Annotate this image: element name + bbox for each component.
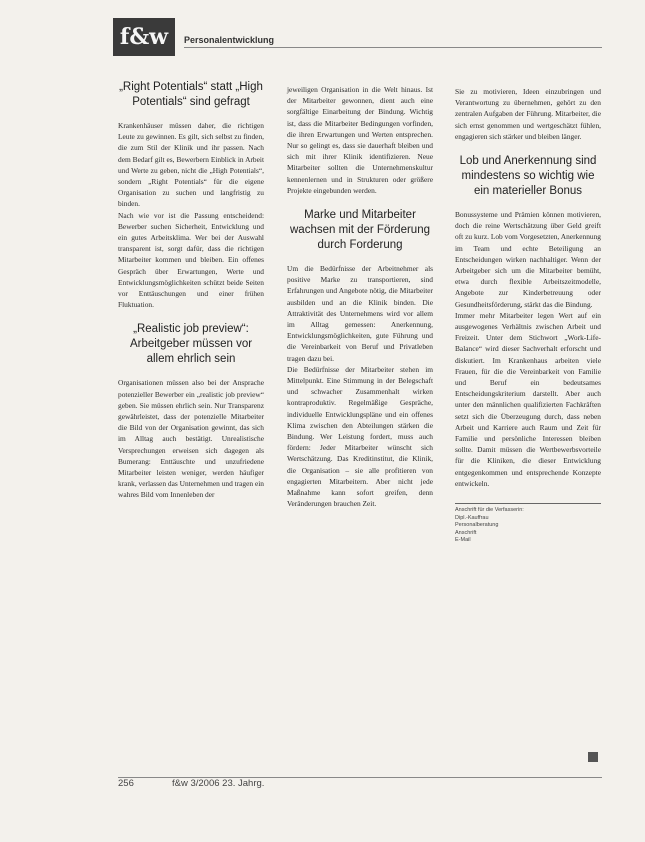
paragraph: Die Bedürfnisse der Mitarbeiter stehen im Mittelpunkt. Eine Stimmung in der Belegschaft und schwacher Zusammenhalt wirken kontraproduktiv. Regelmäßige Gespräche, individuelle Entwicklungspläne und ein offenes Klima zwischen den Abteilungen stärken die Bindung. Wer Leistung fordert, muss auch fördern: Jeder Mitarbeiter wünscht sich Wertschätzung. Das Kreditinstitut, die Klinik, die Organisation – sie alle profitieren von engagierten Mitarbeitern. Aber nicht jede Maßnahme kann sofort greifen, denn Veränderungen brauchen Zeit. <box>287 364 433 509</box>
contact-line: E-Mail <box>455 537 471 544</box>
paragraph: Sie zu motivieren, Ideen einzubringen und Verantwortung zu übernehmen, gehört zu den zentralen Aufgaben der Führung. Mitarbeiter, die sich ernst genommen und wertgeschätzt fühlen, engagieren sich stärker und bleiben länger. <box>455 87 601 141</box>
heading-right-potentials: „Right Potentials“ statt „High Potentials“ sind gefragt <box>119 81 263 108</box>
heading-realistic-job-preview: „Realistic job preview“: Arbeitgeber müssen vor allem ehrlich sein <box>129 323 253 366</box>
section-label: Personalentwicklung <box>184 35 275 45</box>
paragraph: jeweiligen Organisation in die Welt hinaus. Ist der Mitarbeiter gewonnen, dient auch eine sorgfältige Einarbeitung der Bindung. Wichtig ist, dass die Mitarbeiter Bedingungen vorfinden, die ihren Erwartungen und Werten entsprechen. Nur so gelingt es, dass sie dauerhaft bleiben und sich mit ihrer Klinik identifizieren. Neue Mitarbeiter sollten die Unternehmenskultur kennenlernen und in Strukturen oder größere Projekte eingebunden werden. <box>287 85 433 195</box>
heading-marke-und-mitarbeiter: Marke und Mitarbeiter wachsen mit der Förderung durch Forderung <box>290 209 430 252</box>
contact-title: Anschrift für die Verfasserin: <box>455 507 524 514</box>
page-number: 256 <box>118 778 134 789</box>
column-1 <box>118 80 264 501</box>
contact-line: Personalberatung <box>455 522 499 529</box>
end-mark-square <box>588 752 598 762</box>
heading-lob-und-anerkennung: Lob und Anerkennung sind mindestens so wichtig wie ein materieller Bonus <box>459 155 597 198</box>
contact-line: Anschrift <box>455 529 477 536</box>
paragraph: Bonussysteme und Prämien können motivieren, doch die reine Wertschätzung über Geld greift oft zu kurz. Lob vom Vorgesetzten, Anerkennung im Team und echte Beteiligung an Entscheidungen wirken nachhaltiger. Wenn der Arbeitgeber sich um die Mitarbeiter bemüht, etwa durch flexible Arbeitszeitmodelle, Angebote zur Kinderbetreuung oder Gesundheitsförderung, stärkt das die Bindung. <box>455 210 601 309</box>
journal-logo: f&w <box>113 18 175 56</box>
paragraph: Nach wie vor ist die Passung entscheidend: Bewerber suchen Sicherheit, Entwicklung und ein gutes Arbeitsklima. Wer bei der Auswahl transparent ist, sorgt dafür, dass die richtigen Mitarbeiter kommen und bleiben. Ein offenes Gespräch über Erwartungen, Werte und Entwicklungsmöglichkeiten schützt beide Seiten vor Enttäuschungen und einer frühen Fluktuation. <box>118 210 264 310</box>
column-2 <box>287 84 433 510</box>
paragraph: Organisationen müssen also bei der Ansprache potenzieller Bewerber ein „realistic job preview“ geben. Sie müssen ehrlich sein. Nur Transparenz gewährleistet, dass der potenzielle Mitarbeiter die Bild von der Organisation gewinnt, das sich im Alltag auch bestätigt. Unrealistische Versprechungen erweisen sich dagegen als Bumerang: Enttäuschte und unzufriedene Mitarbeiter leisten weniger, werden häufiger krank, verlassen das Unternehmen und tragen ein wahres Bild vom Innenleben der <box>118 378 264 500</box>
paragraph: Krankenhäuser müssen daher, die richtigen Leute zu gewinnen. Es gilt, sich selbst zu finden, die zum Stil der Klinik und ihr passen. Nach dem Bedarf gilt es, Bewerbern Einblick in Arbeit und Werte zu geben, nicht die „High Potentials“, sondern „Right Potentials“ für die eigene Organisation zu suchen und langfristig zu binden. <box>118 121 264 209</box>
paragraph: Um die Bedürfnisse der Arbeitnehmer als positive Marke zu transportieren, sind Erfahrungen und Angebote nötig, die Mitarbeiter ausbilden und an die Klinik binden. Die Attraktivität des Unternehmens wird vor allem im Alltag gemessen: Anerkennung, Entwicklungsmöglichkeiten, gute Führung und die Vereinbarkeit von Beruf und Privatleben tragen dazu bei. <box>287 264 433 363</box>
paragraph: Immer mehr Mitarbeiter legen Wert auf ein ausgewogenes Verhältnis zwischen Arbeit und Freizeit. Unter dem Stichwort „Work-Life-Balance“ wird dieser Sachverhalt erforscht und diskutiert. Im Krankenhaus arbeiten viele Frauen, für die die Vereinbarkeit von Familie und Beruf ein bedeutsames Entscheidungskriterium darstellt. Aber auch unter den männlichen qualifizierten Fachkräften setzt sich die Überzeugung durch, dass neben Arbeit und Karriere auch Raum und Zeit für Familie und persönliche Interessen bleiben sollte. Damit müssen die Wertbewerbsvorteile für die Kliniken, die dieser Entwicklung entgegenkommen und entsprechende Konzepte entwickeln. <box>455 310 601 488</box>
journal-issue: f&w 3/2006 23. Jahrg. <box>172 778 265 789</box>
author-contact <box>455 503 601 545</box>
top-rule <box>184 47 602 48</box>
contact-line: Dipl.-Kauffrau <box>455 514 489 521</box>
column-3 <box>455 86 601 545</box>
